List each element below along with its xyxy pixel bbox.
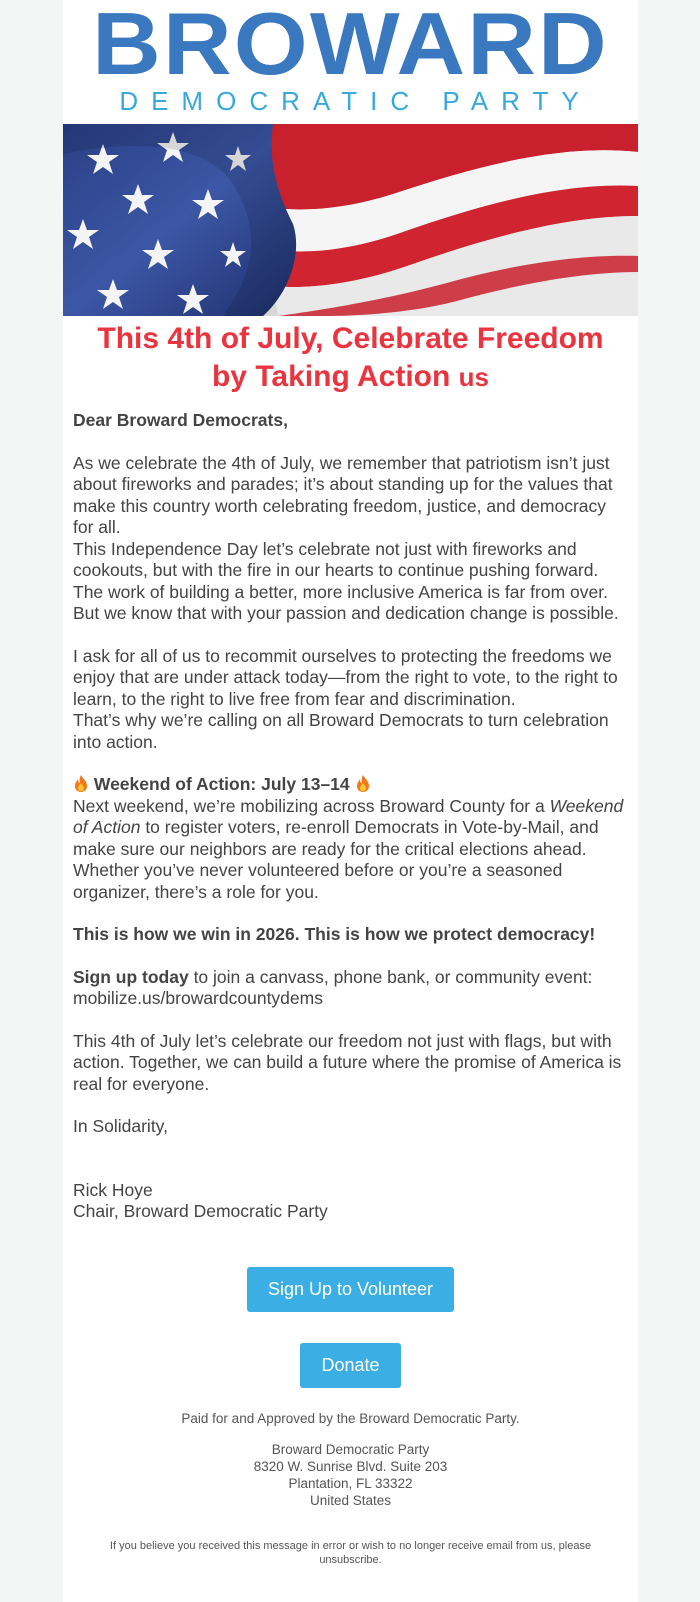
paragraph-2: This Independence Day let’s celebrate not just with fireworks and cookouts, but with the fire in our hearts to continue pushing forward. The work of building a better, more inclusive America is far from over. But we know that with your passion and dedication change is possible.	[73, 538, 619, 623]
address-country: United States	[309, 1492, 392, 1508]
footer	[63, 1410, 638, 1567]
weekend-text-pre: Next weekend, we’re mobilizing across Broward County for a	[73, 795, 550, 816]
signer-title: Chair, Broward Democratic Party	[73, 1201, 328, 1221]
signup-paragraph	[73, 967, 628, 989]
paid-for-disclaimer: Paid for and Approved by the Broward Democratic Party.	[181, 1410, 520, 1426]
address-city: Plantation, FL 33322	[288, 1475, 413, 1491]
paragraph-5: This 4th of July let’s celebrate our freedom not just with flags, but with action. Together, we can build a future where the promise of America is real for everyone.	[73, 1030, 622, 1094]
headline-line-2	[75, 358, 626, 396]
weekend-text-em: Weekend of Action	[73, 795, 624, 837]
email-card	[63, 0, 638, 1602]
us-mark: us	[458, 362, 490, 392]
signup-rest: to join a canvass, phone bank, or community event:	[188, 966, 593, 987]
paragraph-1: As we celebrate the 4th of July, we remember that patriotism isn’t just about fireworks and parades; it’s about standing up for the values that make this country worth celebrating freedom, justice, and democracy for all.	[73, 452, 613, 537]
cta-buttons	[63, 1267, 638, 1388]
weekend-heading	[73, 774, 628, 796]
weekend-paragraph	[73, 796, 628, 904]
greeting: Dear Broward Democrats,	[73, 410, 288, 430]
fire-icon	[355, 774, 371, 793]
paragraph-3: I ask for all of us to recommit ourselves to protecting the freedoms we enjoy that are under attack today—from the right to vote, to the right to learn, to the right to live free from fear and discrimination.	[73, 645, 618, 709]
american-flag-image	[63, 124, 638, 316]
headline-line-2-text: by Taking Action	[211, 360, 451, 393]
address-org: Broward Democratic Party	[271, 1441, 430, 1457]
unsubscribe-notice[interactable]: If you believe you received this message in error or wish to no longer receive email from us, please unsubscribe.	[109, 1539, 592, 1566]
logo-wordmark: BROWARD	[92, 0, 609, 93]
letter-body	[63, 396, 638, 1223]
fire-icon	[73, 774, 89, 793]
closing: In Solidarity,	[73, 1116, 168, 1136]
donate-button[interactable]: Donate	[300, 1343, 400, 1388]
address-street: 8320 W. Sunrise Blvd. Suite 203	[253, 1458, 448, 1474]
weekend-heading-text: Weekend of Action: July 13–14	[93, 774, 350, 794]
sign-up-to-volunteer-button[interactable]: Sign Up to Volunteer	[247, 1267, 454, 1312]
win-line: This is how we win in 2026. This is how we protect democracy!	[73, 924, 596, 944]
broward-logo	[63, 0, 638, 124]
signer-name: Rick Hoye	[73, 1179, 153, 1200]
paragraph-4: That’s why we’re calling on all Broward Democrats to turn celebration into action.	[73, 710, 609, 752]
weekend-text-post: to register voters, re-enroll Democrats in Vote-by-Mail, and make sure our neighbors are ready for the critical elections ahead. Whether you’ve never volunteered before or you’re a seasoned organizer, there’s a role for you.	[73, 817, 599, 902]
logo-subtitle: DEMOCRATIC PARTY	[119, 86, 592, 116]
mailing-address	[63, 1441, 638, 1509]
signup-link[interactable]: mobilize.us/browardcountydems	[73, 988, 323, 1008]
signup-bold: Sign up today	[73, 966, 189, 987]
headline-line-1: This 4th of July, Celebrate Freedom	[97, 322, 604, 355]
headline	[75, 320, 626, 396]
